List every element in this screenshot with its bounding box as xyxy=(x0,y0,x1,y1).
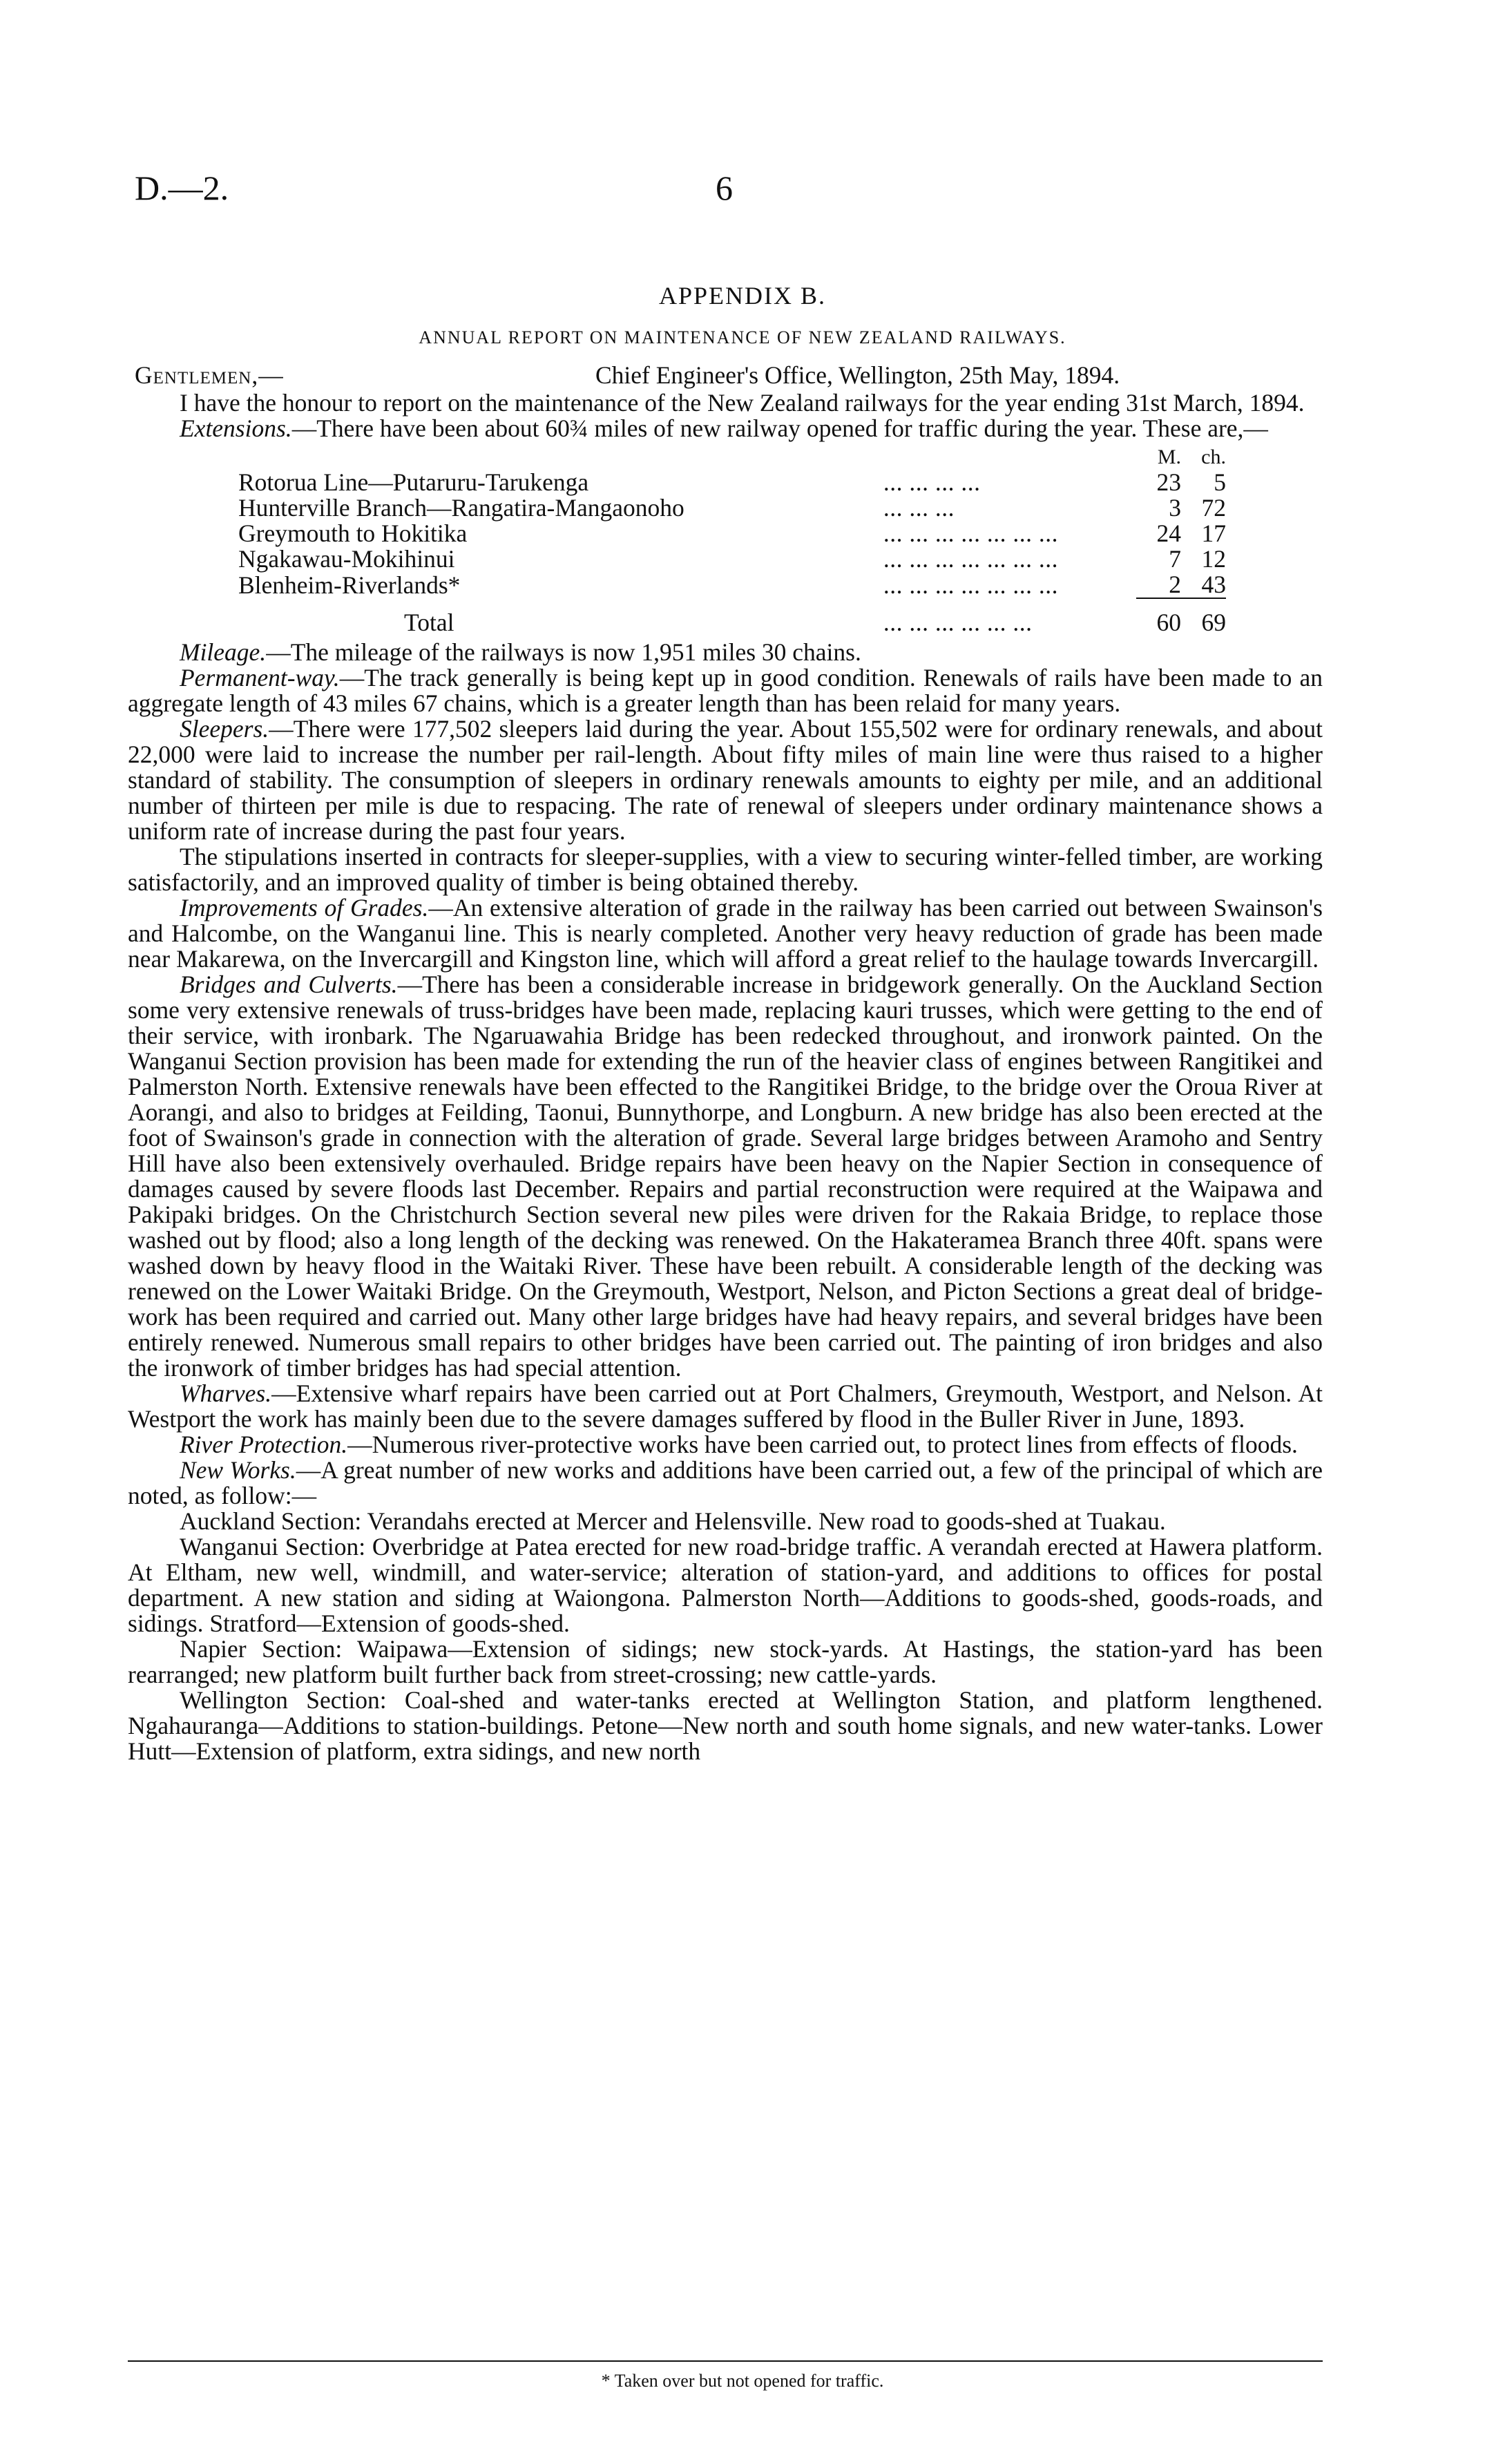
wharves-text: —Extensive wharf repairs have been carried out at Port Chalmers, Greymouth, Westport, and Nelson. At Westport the work has mainly been due to the severe damages suffered by flood in the Buller River in June, 1893. xyxy=(128,1379,1323,1433)
extensions-table-header xyxy=(238,444,1226,470)
extensions-paragraph xyxy=(128,416,1323,441)
appendix-title: APPENDIX B. xyxy=(658,282,827,309)
salutation: Gentlemen,— xyxy=(135,361,284,389)
bridges-paragraph xyxy=(128,972,1323,1381)
line-name: Hunterville Branch—Rangatira-Mangaonoho xyxy=(238,494,684,522)
table-row xyxy=(238,495,1226,521)
leader-dots: ... ... ... ... xyxy=(883,468,981,496)
table-row xyxy=(238,470,1226,495)
col-chains-header: ch. xyxy=(1201,446,1226,468)
wharves-paragraph xyxy=(128,1381,1323,1432)
extensions-heading: Extensions. xyxy=(180,414,292,442)
total-row xyxy=(238,598,1226,636)
new-works-paragraph xyxy=(128,1458,1323,1509)
new-works-text: —A great number of new works and additions have been carried out, a few of the principal of which are noted, as follow:— xyxy=(128,1456,1323,1509)
sleepers-paragraph xyxy=(128,716,1323,844)
leader-dots: ... ... ... ... ... ... xyxy=(883,608,1033,636)
col-miles-header: M. xyxy=(1157,446,1181,468)
wharves-heading: Wharves. xyxy=(180,1379,272,1407)
total-chains: 69 xyxy=(1181,598,1226,636)
auckland-section-paragraph: Auckland Section: Verandahs erected at Mercer and Helensville. New road to goods-shed at Tuakau. xyxy=(180,1507,1166,1535)
document-reference: D.—2. xyxy=(135,169,229,207)
line-name: Blenheim-Riverlands* xyxy=(238,571,461,599)
report-body xyxy=(128,390,1323,1764)
line-name: Ngakawau-Mokihinui xyxy=(238,545,455,573)
line-name: Rotorua Line—Putaruru-Tarukenga xyxy=(238,468,589,496)
leader-dots: ... ... ... ... ... ... ... xyxy=(883,545,1059,573)
intro-paragraph: I have the honour to report on the maintenance of the New Zealand railways for the year ending 31st March, 1894. xyxy=(180,389,1305,417)
permanent-way-text: —The track generally is being kept up in good condition. Renewals of rails have been made to an aggregate length of 43 miles 67 chains, which is a greater length than has been relaid for many years. xyxy=(128,664,1323,717)
table-row xyxy=(238,546,1226,572)
grades-heading: Improvements of Grades. xyxy=(180,894,429,921)
miles-value: 2 xyxy=(1169,571,1181,598)
extensions-table xyxy=(238,444,1226,636)
bridges-heading: Bridges and Culverts. xyxy=(180,971,398,998)
leader-dots: ... ... ... xyxy=(883,494,955,522)
report-title: ANNUAL REPORT ON MAINTENANCE OF NEW ZEALAND RAILWAYS. xyxy=(419,327,1066,347)
mileage-text: —The mileage of the railways is now 1,951 miles 30 chains. xyxy=(266,638,861,666)
total-miles: 60 xyxy=(1136,598,1181,636)
chains-value: 43 xyxy=(1201,571,1226,598)
mileage-heading: Mileage. xyxy=(180,638,267,666)
leader-dots: ... ... ... ... ... ... ... xyxy=(883,519,1059,547)
total-label: Total xyxy=(404,608,454,636)
river-protection-heading: River Protection. xyxy=(180,1431,348,1458)
wanganui-section-paragraph: Wanganui Section: Overbridge at Patea erected for new road-bridge traffic. A verandah erected at Hawera platform. At Eltham, new well, windmill, and water-service; alteration of station-yard, and additions to offices for postal department. A new station and siding at Waiongona. Palmerston North—Additions to goods-shed, goods-roads, and sidings. Stratford—Extension of goods-shed. xyxy=(128,1533,1323,1637)
bridges-text: —There has been a considerable increase in bridgework generally. On the Auckland Section some very extensive renewals of truss-bridges have been made, replacing kauri trusses, which were getting to the end of their service, with ironbark. The Ngaruawahia Bridge has been redecked throughout, and ironwork painted. On the Wanganui Section provision has been made for extending the run of the heavier class of engines between Rangitikei and Palmerston North. Extensive renewals have been effected to the Rangitikei Bridge, to the bridge over the Oroua River at Aorangi, and also to bridges at Feilding, Taonui, Bunnythorpe, and Longburn. A new bridge has also been erected at the foot of Swainson's grade in connection with the alteration of grade. Several large bridges between Aramoho and Sentry Hill have also been extensively overhauled. Bridge repairs have been heavy on the Napier Section in consequence of damages caused by severe floods last December. Repairs and partial reconstruction were required at the Waipawa and Pakipaki bridges. On the Christchurch Section several new piles were driven for the Rakaia Bridge, to replace those washed out by flood; also a long length of the decking was renewed. On the Hakateramea Branch three 40ft. spans were washed down by heavy flood in the Waitaki River. These have been rebuilt. A considerable length of the decking was renewed on the Lower Waitaki Bridge. On the Greymouth, Westport, Nelson, and Picton Sections a great deal of bridge-work has been required and carried out. Many other large bridges have had heavy repairs, and several bridges have been entirely renewed. Numerous small repairs to other bridges have been carried out. The painting of iron bridges and also the ironwork of timber bridges has had special attention. xyxy=(128,971,1323,1382)
footnote: * Taken over but not opened for traffic. xyxy=(601,2371,884,2391)
line-name: Greymouth to Hokitika xyxy=(238,519,468,547)
miles-value: 24 xyxy=(1156,519,1181,547)
sleepers-heading: Sleepers. xyxy=(180,715,269,743)
sleepers-text: —There were 177,502 sleepers laid during the year. About 155,502 were for ordinary renewals, and about 22,000 were laid to increase the number per rail-length. About fifty miles of main line were thus raised to a higher standard of stability. The consumption of sleepers in ordinary renewals amounts to eighty per mile, and an additional number of thirteen per mile is due to respacing. The rate of renewal of sleepers under ordinary maintenance shows a uniform rate of increase during the past four years. xyxy=(128,715,1323,845)
permanent-way-paragraph xyxy=(128,665,1323,716)
miles-value: 3 xyxy=(1169,494,1181,522)
chains-value: 5 xyxy=(1214,468,1226,496)
extensions-text: —There have been about 60¾ miles of new railway opened for traffic during the year. These are,— xyxy=(291,414,1268,442)
river-protection-text: —Numerous river-protective works have been carried out, to protect lines from effects of floods. xyxy=(347,1431,1298,1458)
miles-value: 23 xyxy=(1156,468,1181,496)
leader-dots: ... ... ... ... ... ... ... xyxy=(883,571,1059,599)
chains-value: 72 xyxy=(1201,494,1226,522)
grades-paragraph xyxy=(128,895,1323,972)
page-number: 6 xyxy=(716,169,733,207)
grades-text: —An extensive alteration of grade in the railway has been carried out between Swainson's and Halcombe, on the Wanganui line. This is nearly completed. Another very heavy reduction of grade has been made near Makarewa, on the Invercargill and Kingston line, which will afford a great relief to the haulage towards Invercargill. xyxy=(128,894,1323,973)
new-works-heading: New Works. xyxy=(180,1456,296,1484)
office-date-line: Chief Engineer's Office, Wellington, 25th May, 1894. xyxy=(595,361,1120,389)
table-row xyxy=(238,572,1226,598)
stipulations-paragraph: The stipulations inserted in contracts for sleeper-supplies, with a view to securing winter-felled timber, are working satisfactorily, and an improved quality of timber is being obtained thereby. xyxy=(128,843,1323,896)
chains-value: 12 xyxy=(1201,545,1226,573)
miles-value: 7 xyxy=(1169,545,1181,573)
table-row xyxy=(238,521,1226,546)
permanent-way-heading: Permanent-way. xyxy=(180,664,340,691)
wellington-section-paragraph: Wellington Section: Coal-shed and water-tanks erected at Wellington Station, and platform lengthened. Ngahauranga—Additions to station-buildings. Petone—New north and south home signals, and new water-tanks. Lower Hutt—Extension of platform, extra sidings, and new north xyxy=(128,1686,1323,1765)
mileage-paragraph xyxy=(128,640,1323,665)
napier-section-paragraph: Napier Section: Waipawa—Extension of sidings; new stock-yards. At Hastings, the station-yard has been rearranged; new platform built further back from street-crossing; new cattle-yards. xyxy=(128,1635,1323,1688)
river-protection-paragraph xyxy=(128,1432,1323,1458)
chains-value: 17 xyxy=(1201,519,1226,547)
footnote-divider xyxy=(128,2360,1323,2362)
